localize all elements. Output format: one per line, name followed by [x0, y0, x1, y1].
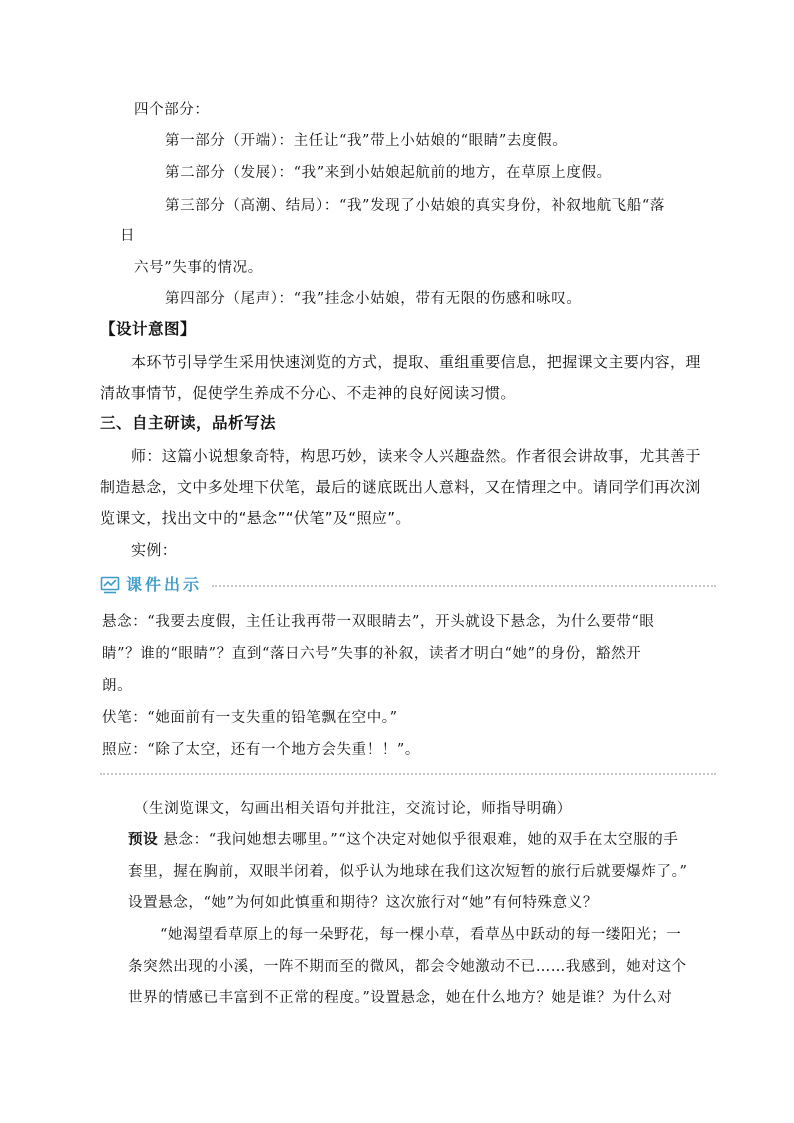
part-three-line-2: 日: [120, 228, 136, 244]
preset-line-4: “她渴望看草原上的每一朵野花，每一棵小草，看草丛中跃动的每一缕阳光；一: [160, 927, 682, 943]
suspense-line-2: 睛”？谁的“眼睛”？直到“落日六号”失事的补叙，读者才明白“她”的身份，豁然开: [102, 646, 642, 662]
preset-label: 预设: [128, 831, 159, 848]
courseware-divider: [212, 585, 716, 587]
courseware-banner: [100, 573, 716, 597]
preset-line-3: 设置悬念，“她”为何如此慎重和期待？这次旅行对“她”有何特殊意义？: [128, 895, 598, 911]
preset-note: （生浏览课文，勾画出相关语句并批注，交流讨论，师指导明确）: [134, 801, 572, 817]
part-three-line-3: 六号”失事的情况。: [134, 260, 263, 276]
suspense-line-3: 朗。: [102, 678, 133, 694]
preset-line-5: 条突然出现的小溪，一阵不期而至的微风，都会令她激动不已……我感到，她对这个: [128, 959, 687, 975]
section-three-line-2: 制造悬念，文中多处埋下伏笔，最后的谜底既出人意料，又在情理之中。请同学们再次浏: [100, 478, 701, 496]
preset-line-6: 世界的情感已丰富到不正常的程度。”设置悬念，她在什么地方？她是谁？为什么对: [128, 990, 673, 1006]
courseware-label: 课件出示: [126, 575, 203, 594]
design-intent-line-2: 清故事情节，促使学生养成不分心、不走神的良好阅读习惯。: [100, 384, 516, 402]
chart-screen-icon: [100, 576, 120, 594]
suspense-line-1: 悬念：“我要去度假，主任让我再带一双眼睛去”，开头就设下悬念，为什么要带“眼: [102, 614, 655, 630]
section-three-line-1: 师：这篇小说想象奇特，构思巧妙，读来令人兴趣盎然。作者很会讲故事，尤其善于: [131, 447, 701, 465]
section-divider: [100, 773, 716, 775]
part-one: 第一部分（开端）：主任让“我”带上小姑娘的“眼睛”去度假。: [165, 133, 568, 149]
echo-line: 照应：“除了太空，还有一个地方会失重！！”。: [102, 742, 421, 758]
preset-line-1: [128, 830, 679, 850]
parts-intro: 四个部分：: [134, 102, 210, 118]
section-three-line-3: 览课文，找出文中的“悬念”“伏笔”及“照应”。: [100, 509, 411, 527]
foreshadow-line: 伏笔：“她面前有一支失重的铅笔飘在空中。”: [102, 710, 398, 726]
section-three-heading: 三、自主研读，品析写法: [100, 414, 277, 432]
design-intent-line-1: 本环节引导学生采用快速浏览的方式，提取、重组重要信息，把握课文主要内容，理: [131, 353, 701, 371]
preset-line-2: 套里，握在胸前，双眼半闭着，似乎认为地球在我们这次短暂的旅行后就要爆炸了。”: [128, 864, 688, 880]
preset-line-1-text: 悬念：“我问她想去哪里。”“这个决定对她似乎很艰难，她的双手在太空服的手: [163, 832, 679, 848]
design-intent-heading: 【设计意图】: [100, 320, 197, 338]
part-two: 第二部分（发展）：“我”来到小姑娘起航前的地方，在草原上度假。: [165, 165, 612, 181]
part-three-line-1: 第三部分（高潮、结局）：“我”发现了小姑娘的真实身份，补叙地航飞船“落: [165, 198, 665, 214]
example-label: 实例：: [131, 541, 178, 559]
part-four: 第四部分（尾声）：“我”挂念小姑娘，带有无限的伤感和咏叹。: [165, 291, 582, 307]
